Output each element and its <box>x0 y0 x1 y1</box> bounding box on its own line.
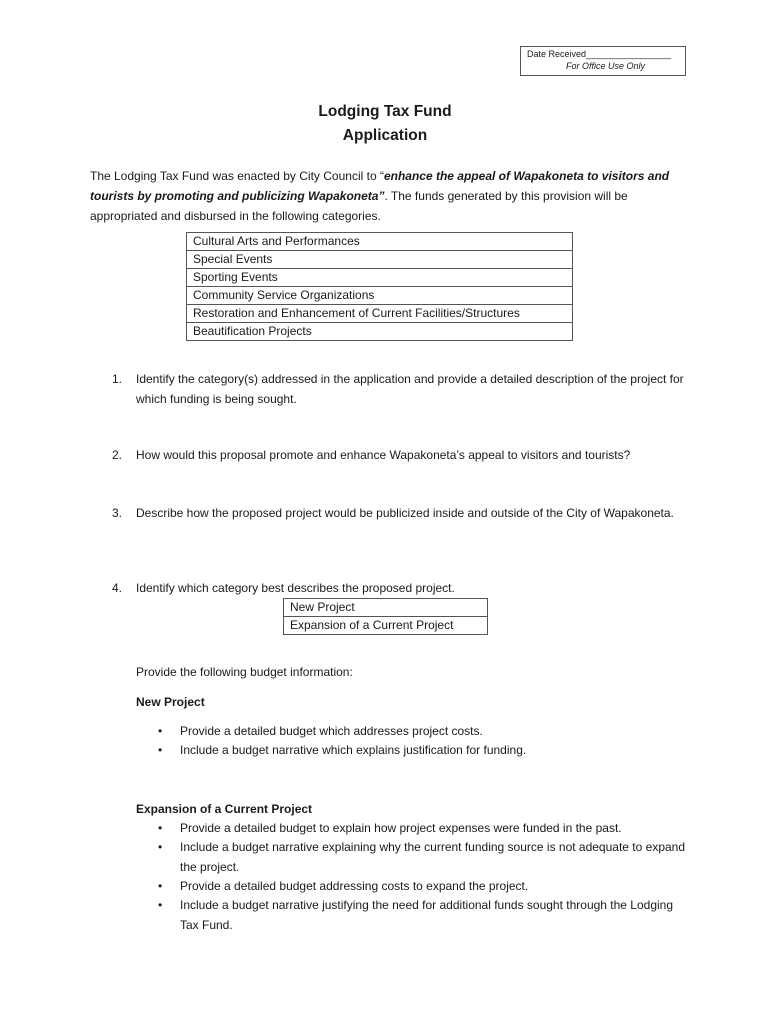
bullet-icon: • <box>158 724 163 738</box>
question-number: 4. <box>112 581 123 595</box>
table-row <box>187 287 573 305</box>
intro-text-before: The Lodging Tax Fund was enacted by City Council to “ <box>90 169 384 183</box>
project-type-table <box>283 598 488 635</box>
bullet-icon: • <box>158 743 163 757</box>
bullet-icon: • <box>158 898 163 912</box>
bullet-text: Include a budget narrative justifying the need for additional funds sought through the Lodging Tax Fund. <box>180 898 674 932</box>
category-cell: Restoration and Enhancement of Current Facilities/Structures <box>187 305 573 323</box>
list-item <box>158 819 688 839</box>
new-project-heading: New Project <box>136 695 205 709</box>
table-row <box>187 269 573 287</box>
question-2 <box>112 445 692 465</box>
table-row <box>187 233 573 251</box>
bullet-icon: • <box>158 821 163 835</box>
project-type-cell: Expansion of a Current Project <box>284 617 488 635</box>
question-4 <box>112 578 692 598</box>
list-item <box>158 896 688 935</box>
question-text: Describe how the proposed project would be publicized inside and outside of the City of Wapakoneta. <box>136 506 674 520</box>
project-type-cell: New Project <box>284 599 488 617</box>
date-received-field: Date Received_________________ <box>527 49 672 59</box>
office-use-box <box>520 46 686 76</box>
bullet-text: Include a budget narrative which explains justification for funding. <box>180 743 527 757</box>
expansion-heading: Expansion of a Current Project <box>136 802 313 816</box>
question-1 <box>112 369 692 409</box>
table-row <box>284 599 488 617</box>
question-text: Identify which category best describes the proposed project. <box>136 581 455 595</box>
question-number: 3. <box>112 506 123 520</box>
bullet-text: Provide a detailed budget which addresses project costs. <box>180 724 483 738</box>
category-cell: Special Events <box>187 251 573 269</box>
category-cell: Cultural Arts and Performances <box>187 233 573 251</box>
question-number: 2. <box>112 448 123 462</box>
list-item <box>158 741 688 761</box>
office-use-note: For Office Use Only <box>565 61 645 71</box>
list-item <box>158 838 688 877</box>
intro-text-after: . The funds generated by this provision will be appropriated and disbursed in the following categories. <box>90 189 628 223</box>
question-text: How would this proposal promote and enhance Wapakoneta’s appeal to visitors and tourists? <box>136 448 631 462</box>
table-row <box>187 305 573 323</box>
bullet-text: Provide a detailed budget to explain how project expenses were funded in the past. <box>180 821 622 835</box>
table-row <box>284 617 488 635</box>
budget-intro: Provide the following budget information: <box>136 665 353 679</box>
bullet-text: Include a budget narrative explaining why the current funding source is not adequate to expand the project. <box>180 840 686 874</box>
intro-paragraph <box>90 166 690 226</box>
page-subtitle: Application <box>342 127 428 144</box>
intro-emphasis: enhance the appeal of Wapakoneta to visitors and tourists by promoting and publicizing Wapakoneta” <box>90 169 670 203</box>
question-3 <box>112 503 692 523</box>
category-cell: Sporting Events <box>187 269 573 287</box>
bullet-text: Provide a detailed budget addressing costs to expand the project. <box>180 879 529 893</box>
page-title: Lodging Tax Fund <box>318 103 452 120</box>
question-text: Identify the category(s) addressed in the application and provide a detailed description of the project for which funding is being sought. <box>136 372 684 406</box>
list-item <box>158 877 688 897</box>
table-row <box>187 323 573 341</box>
categories-table <box>186 232 573 341</box>
category-cell: Beautification Projects <box>187 323 573 341</box>
category-cell: Community Service Organizations <box>187 287 573 305</box>
list-item <box>158 722 688 742</box>
question-number: 1. <box>112 372 123 386</box>
bullet-icon: • <box>158 840 163 854</box>
bullet-icon: • <box>158 879 163 893</box>
table-row <box>187 251 573 269</box>
